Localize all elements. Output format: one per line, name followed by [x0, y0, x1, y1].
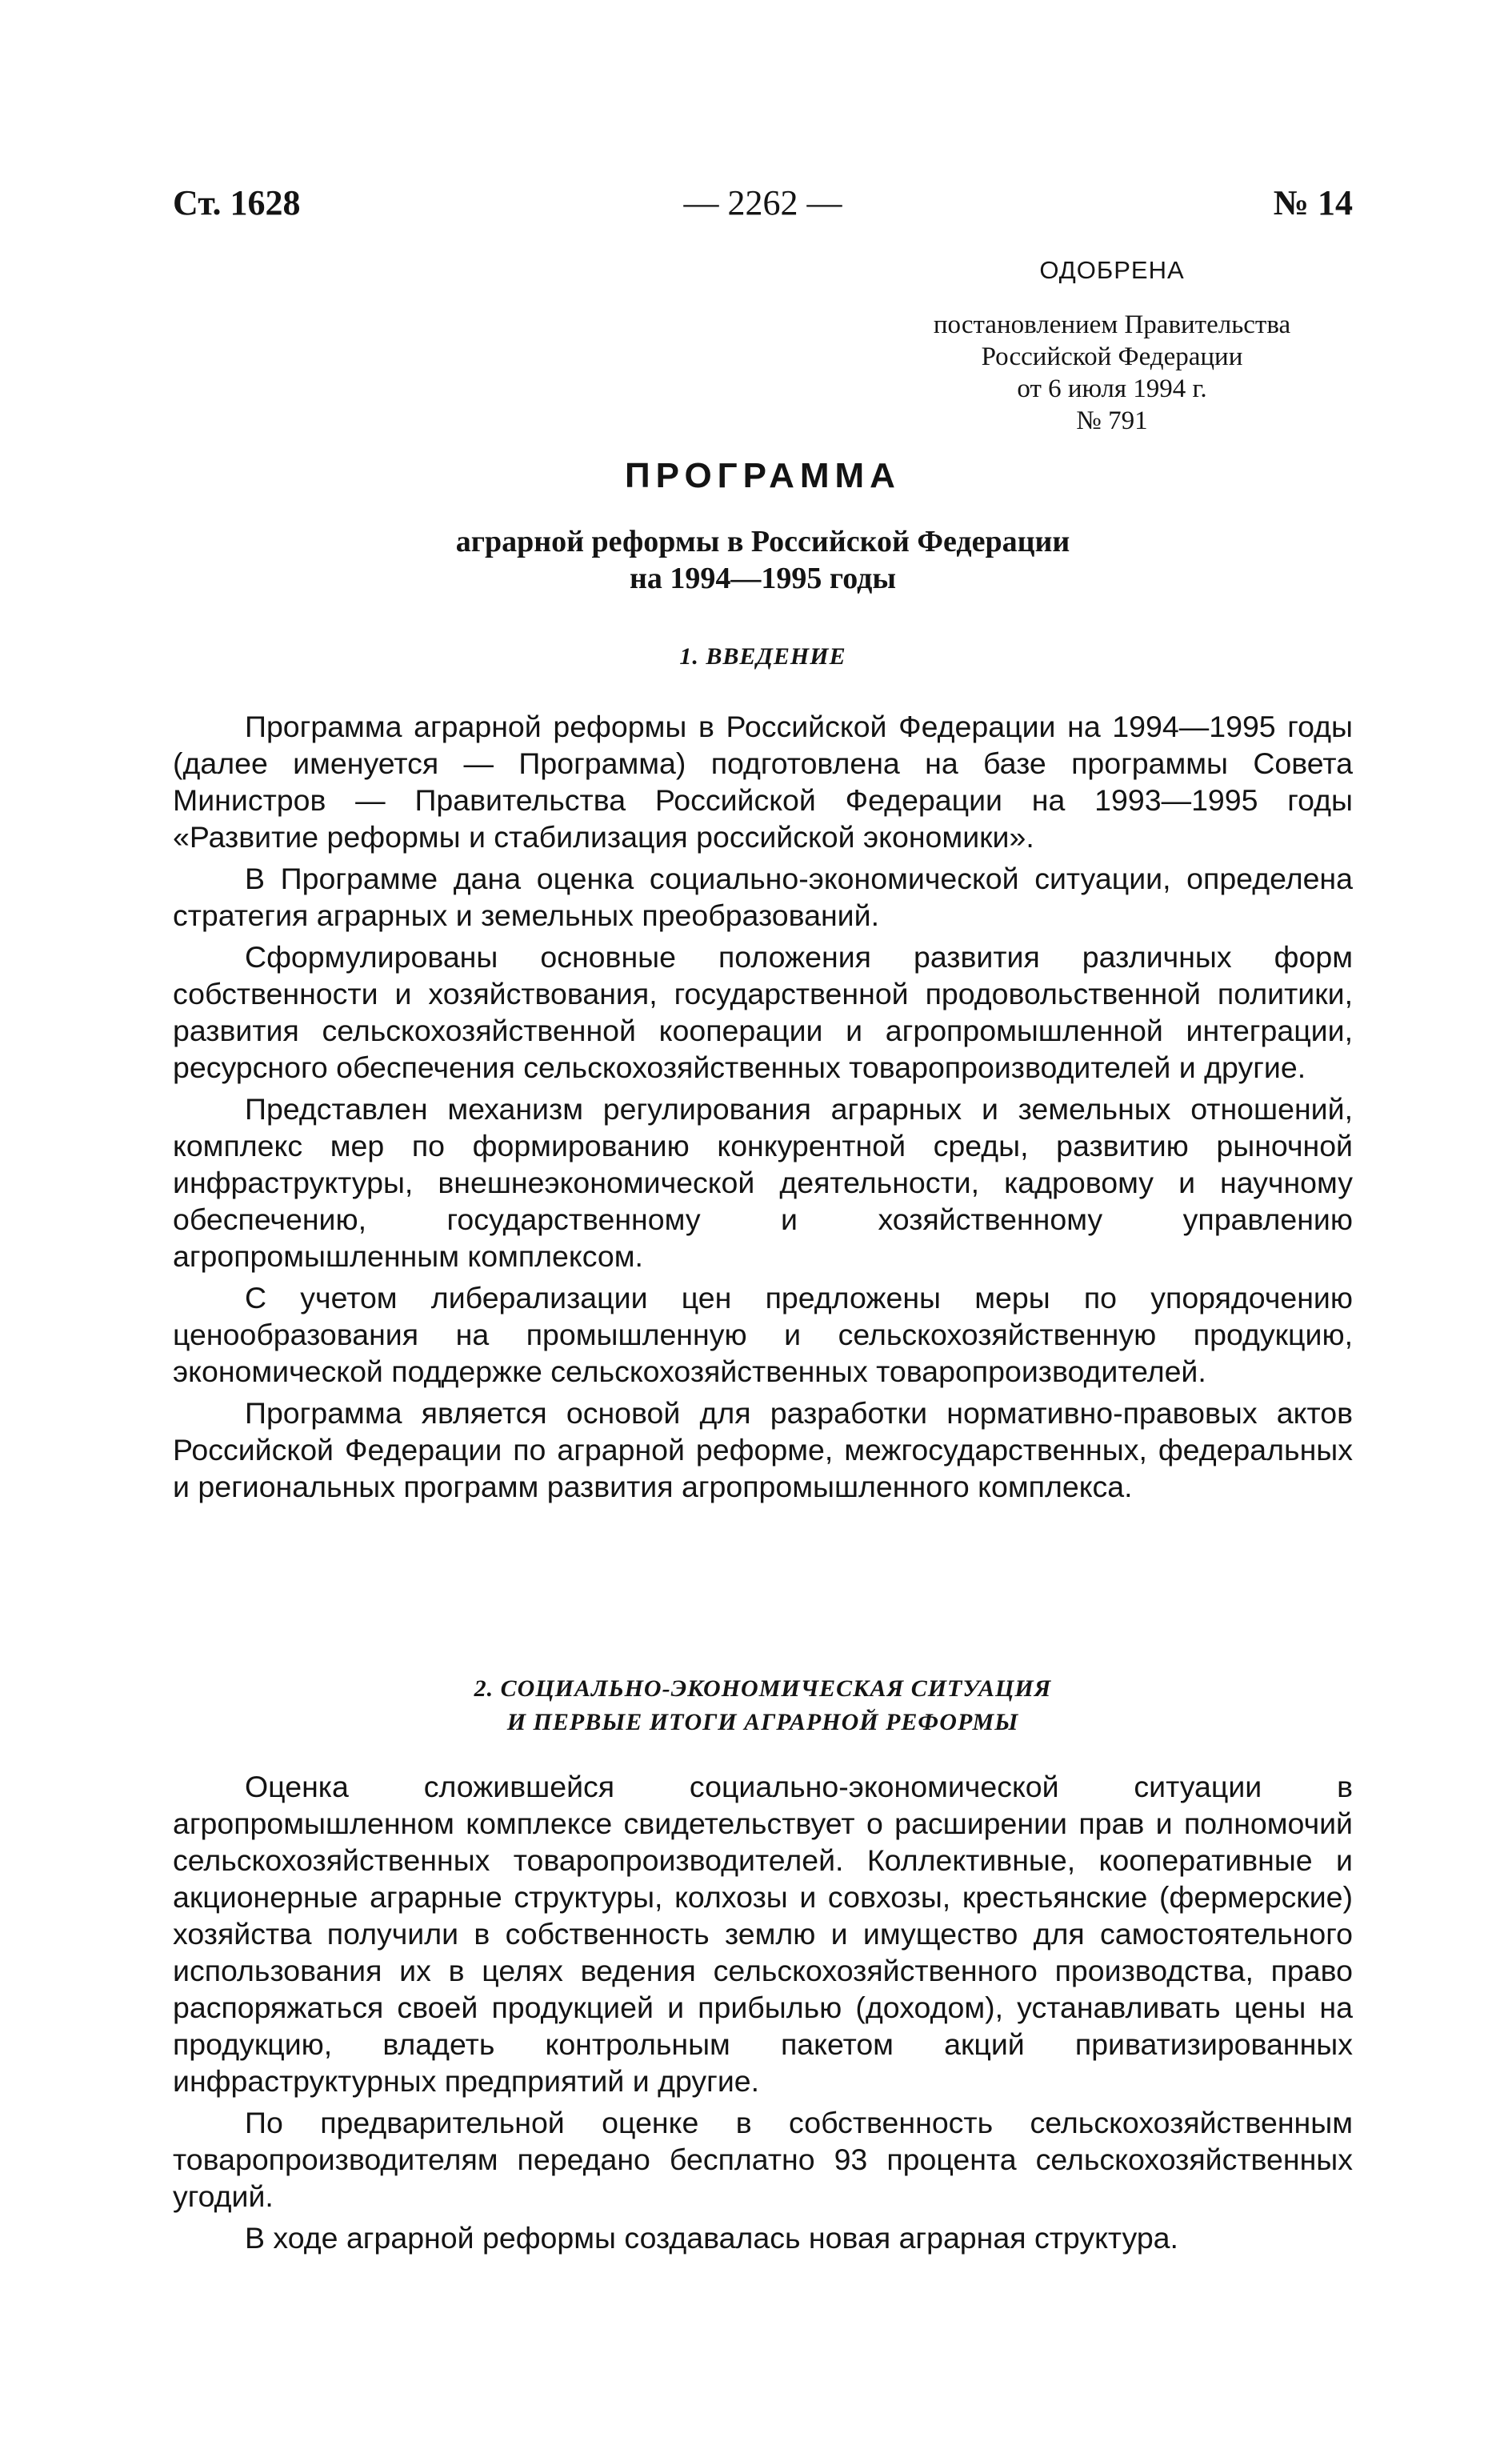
- section-body-situation: [173, 1768, 1353, 2261]
- paragraph: Сформулированы основные положения развития различных форм собственности и хозяйствования, государственной продовольственной политики, развития сельскохозяйственной кооперации и агропромышленной интеграции, ресурсного обеспечения сельскохозяйственных товаропроизводителей и другие.: [173, 940, 1353, 1084]
- paragraph: С учетом либерализации цен предложены меры по упорядочению ценообразования на промышленную и сельскохозяйственную продукцию, экономической поддержке сельскохозяйственных товаропроизводителей.: [173, 1281, 1353, 1388]
- page-header: [173, 182, 1353, 238]
- section-heading-line: И ПЕРВЫЕ ИТОГИ АГРАРНОЙ РЕФОРМЫ: [506, 1709, 1019, 1735]
- paragraph: В Программе дана оценка социально-экономической ситуации, определена стратегия аграрных и земельных преобразований.: [173, 862, 1353, 932]
- paragraph: Программа аграрной реформы в Российской Федерации на 1994—1995 годы (далее именуется — Программа) подготовлена на базе программы Совета Министров — Правительства Российской Федерации на 1993—1995 годы «Развитие реформы и стабилизация российской экономики».: [173, 710, 1353, 854]
- approval-line: от 6 июля 1994 г.: [1017, 374, 1207, 403]
- paragraph: По предварительной оценке в собственность сельскохозяйственным товаропроизводителям передано бесплатно 93 процента сельскохозяйственных угодий.: [173, 2106, 1353, 2213]
- document-subtitle-line: аграрной реформы в Российской Федерации: [455, 525, 1070, 558]
- article-number: Ст. 1628: [173, 183, 301, 222]
- page-number: — 2262 —: [683, 183, 842, 222]
- approval-line: постановлением Правительства: [933, 310, 1291, 339]
- document-title-block: [173, 456, 1353, 597]
- paragraph: Представлен механизм регулирования аграрных и земельных отношений, комплекс мер по формированию конкурентной среды, развитию рыночной инфраструктуры, внешнеэкономической деятельности, кадровому и научному обеспечению, государственному и хозяйственному управлению агропромышленным комплексом.: [173, 1092, 1353, 1273]
- paragraph: В ходе аграрной реформы создавалась новая аграрная структура.: [245, 2221, 1178, 2255]
- section-heading-line: 1. ВВЕДЕНИЕ: [679, 643, 846, 670]
- approval-stamp: [848, 254, 1376, 437]
- document-title: ПРОГРАММА: [625, 456, 901, 495]
- document-subtitle-line: на 1994—1995 годы: [629, 562, 896, 595]
- section-body-introduction: [173, 708, 1353, 1510]
- issue-number: № 14: [1273, 183, 1353, 222]
- section-heading-line: 2. СОЦИАЛЬНО-ЭКОНОМИЧЕСКАЯ СИТУАЦИЯ: [474, 1675, 1052, 1702]
- section-heading-introduction: [173, 640, 1353, 674]
- section-heading-situation: [173, 1672, 1353, 1739]
- paragraph: Программа является основой для разработки нормативно-правовых актов Российской Федерации по аграрной реформе, межгосударственных, федеральных и региональных программ развития агропромышленного комплекса.: [173, 1396, 1353, 1503]
- approval-title: ОДОБРЕНА: [1039, 256, 1185, 284]
- paragraph: Оценка сложившейся социально-экономической ситуации в агропромышленном комплексе свидетельствует о расширении прав и полномочий сельскохозяйственных товаропроизводителей. Коллективные, кооперативные и акционерные аграрные структуры, колхозы и совхозы, крестьянские (фермерские) хозяйства получили в собственность землю и имущество для самостоятельного использования их в целях ведения сельскохозяйственного производства, право распоряжаться своей продукцией и прибылью (доходом), устанавливать цены на продукцию, владеть контрольным пакетом акций приватизированных инфраструктурных предприятий и другие.: [173, 1770, 1353, 2098]
- approval-line: № 791: [1076, 406, 1148, 435]
- approval-line: Российской Федерации: [981, 342, 1243, 371]
